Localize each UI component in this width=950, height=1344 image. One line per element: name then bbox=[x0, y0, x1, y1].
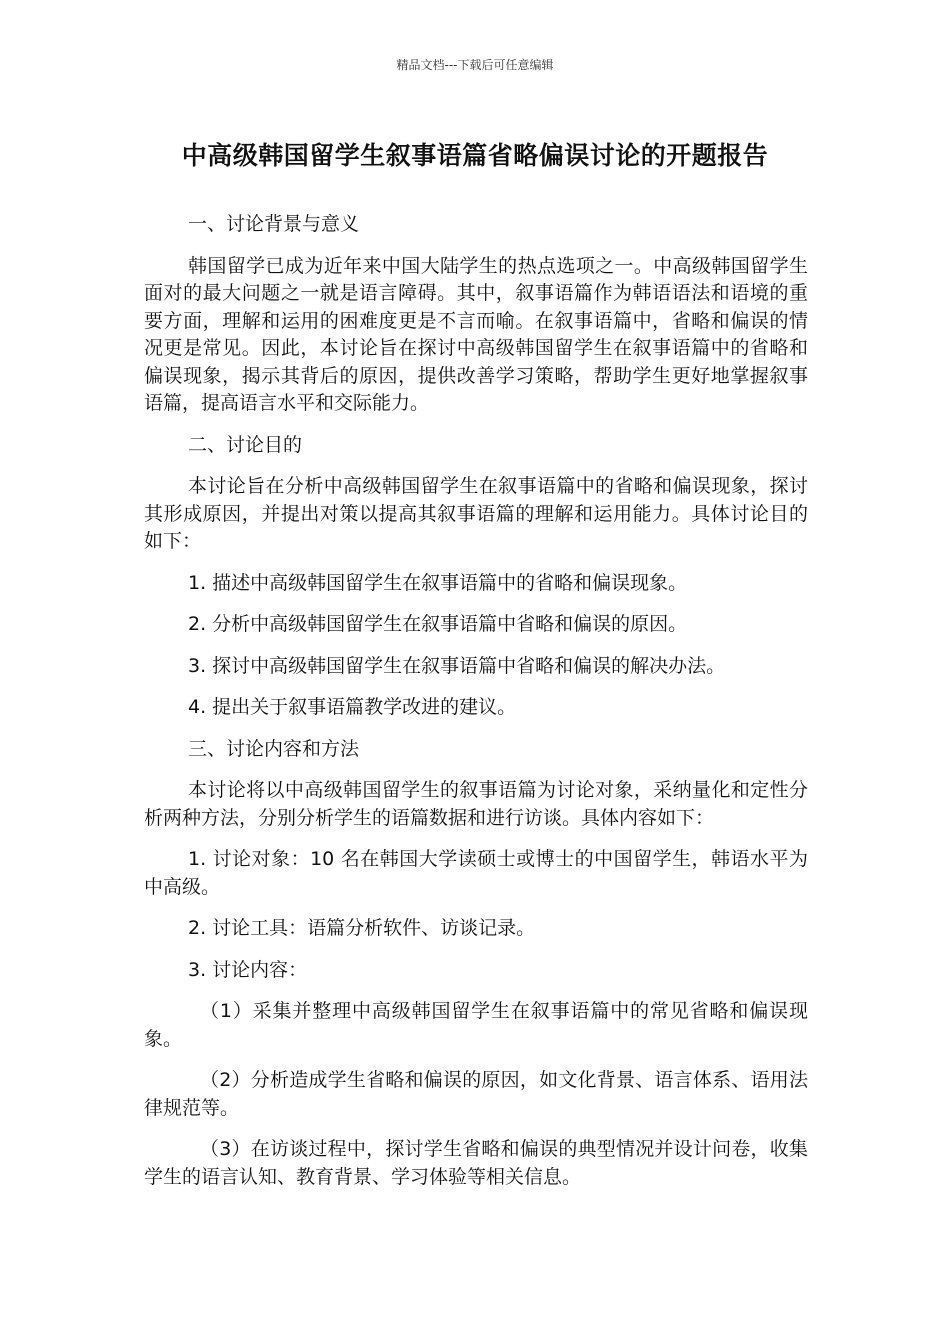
purpose-item-1: 1. 描述中高级韩国留学生在叙事语篇中的省略和偏误现象。 bbox=[188, 571, 688, 594]
section-heading-purpose: 二、讨论目的 bbox=[188, 433, 303, 456]
content-subitem-3: （3）在访谈过程中，探讨学生省略和偏误的典型情况并设计问卷，收集学生的语言认知、教育背景、学习体验等相关信息。 bbox=[144, 1138, 808, 1188]
section-heading-background: 一、讨论背景与意义 bbox=[188, 213, 360, 235]
purpose-item-4: 4. 提出关于叙事语篇教学改进的建议。 bbox=[188, 696, 517, 718]
method-item-1: 1. 讨论对象：10 名在韩国大学读硕士或博士的中国留学生，韩语水平为中高级。 bbox=[144, 848, 808, 898]
document-title: 中高级韩国留学生叙事语篇省略偏误讨论的开题报告 bbox=[181, 141, 769, 170]
section-heading-methods: 三、讨论内容和方法 bbox=[188, 737, 360, 760]
paragraph-purpose: 本讨论旨在分析中高级韩国留学生在叙事语篇中的省略和偏误现象，探讨其形成原因，并提出对策以提高其叙事语篇的理解和运用能力。具体讨论目的如下： bbox=[144, 475, 808, 552]
content-subitem-1: （1）采集并整理中高级韩国留学生在叙事语篇中的常见省略和偏误现象。 bbox=[144, 1000, 808, 1050]
document-body bbox=[144, 211, 808, 1205]
content-subitem-2: （2）分析造成学生省略和偏误的原因，如文化背景、语言体系、语用法律规范等。 bbox=[144, 1069, 808, 1119]
purpose-item-3: 3. 探讨中高级韩国留学生在叙事语篇中省略和偏误的解决办法。 bbox=[188, 654, 726, 677]
method-item-3: 3. 讨论内容： bbox=[188, 958, 308, 981]
paragraph-background: 韩国留学已成为近年来中国大陆学生的热点选项之一。中高级韩国留学生面对的最大问题之一就是语言障碍。其中，叙事语篇作为韩语语法和语境的重要方面，理解和运用的困难度更是不言而喻。在叙事语篇中，省略和偏误的情况更是常见。因此，本讨论旨在探讨中高级韩国留学生在叙事语篇中的省略和偏误现象，揭示其背后的原因，提供改善学习策略，帮助学生更好地掌握叙事语篇，提高语言水平和交际能力。 bbox=[144, 254, 808, 414]
page-header: 精品文档---下载后可任意编辑 bbox=[396, 58, 554, 72]
purpose-item-2: 2. 分析中高级韩国留学生在叙事语篇中省略和偏误的原因。 bbox=[188, 613, 688, 635]
method-item-2: 2. 讨论工具：语篇分析软件、访谈记录。 bbox=[188, 917, 536, 939]
paragraph-methods: 本讨论将以中高级韩国留学生的叙事语篇为讨论对象，采纳量化和定性分析两种方法，分别分析学生的语篇数据和进行访谈。具体内容如下： bbox=[144, 779, 808, 829]
